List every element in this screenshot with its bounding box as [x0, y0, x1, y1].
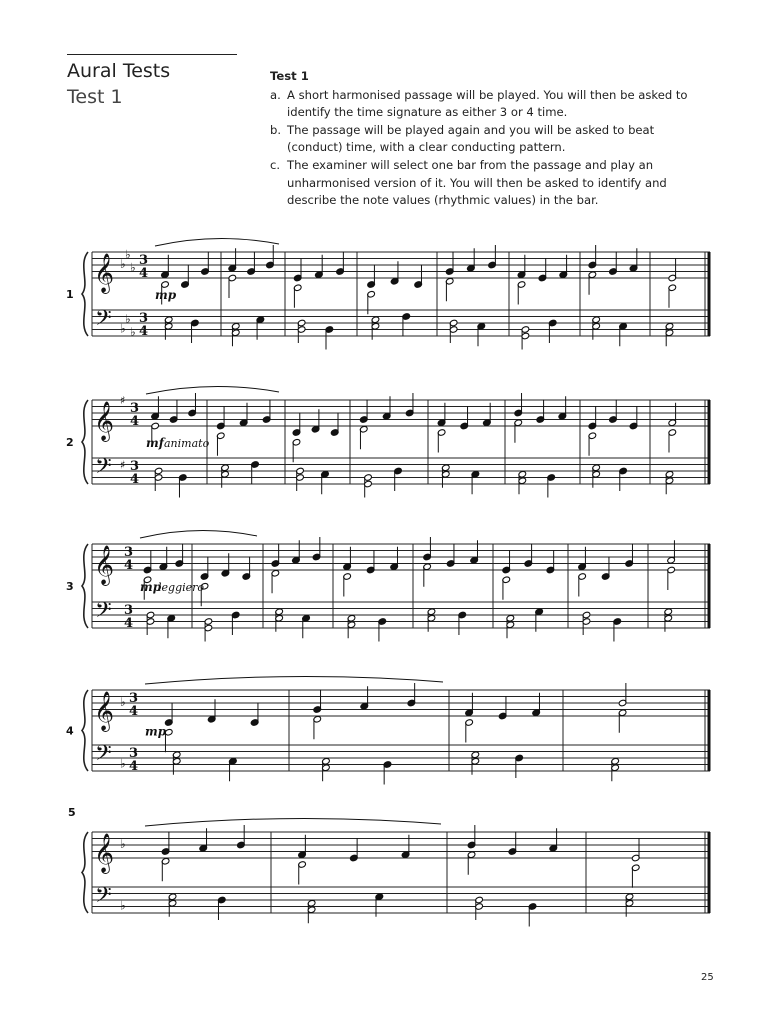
system-number: 2: [66, 436, 74, 449]
treble-clef: 𝄞: [94, 833, 115, 873]
time-signature-top: 3: [130, 401, 140, 416]
time-signature-bottom: 4: [124, 616, 134, 631]
instruction-letter: c.: [270, 157, 281, 172]
key-flat: ♭: [120, 695, 126, 709]
slur: [140, 530, 257, 538]
bass-clef: 𝄢: [95, 306, 112, 336]
system-brace: [82, 832, 88, 913]
key-flat: ♭: [120, 837, 126, 851]
key-flat: ♭: [120, 756, 126, 771]
final-barline: [708, 252, 711, 336]
system-brace: [82, 400, 88, 484]
final-barline: [708, 832, 711, 913]
system-brace: [82, 252, 88, 336]
treble-clef: 𝄞: [94, 401, 115, 441]
system-number: 1: [66, 288, 74, 301]
bass-clef: 𝄢: [95, 883, 112, 913]
page-number: 25: [701, 972, 714, 983]
dynamic-marking: mp: [155, 288, 177, 302]
time-signature-top: 3: [124, 603, 134, 618]
time-signature-bottom: 4: [129, 759, 139, 774]
time-signature-top: 3: [129, 691, 139, 706]
key-flat: ♭: [120, 321, 126, 336]
time-signature-bottom: 4: [129, 704, 139, 719]
time-signature-top: 3: [129, 746, 139, 761]
music-system: [66, 386, 711, 497]
time-signature-bottom: 4: [130, 472, 140, 487]
key-flat: ♭: [120, 257, 126, 271]
key-flat: ♭: [130, 260, 136, 275]
time-signature-bottom: 4: [139, 266, 149, 281]
time-signature-bottom: 4: [124, 558, 134, 573]
system-brace: [82, 544, 88, 628]
music-system: [66, 530, 711, 641]
key-sharp: ♯: [120, 458, 126, 472]
dynamic-marking: mp: [140, 580, 162, 594]
expression-marking: leggiero: [158, 581, 205, 594]
slur: [155, 238, 279, 246]
system-brace: [82, 690, 88, 771]
music-system: [68, 806, 711, 927]
dynamic-marking: mf: [146, 436, 164, 450]
bass-clef: 𝄢: [95, 741, 112, 771]
time-signature-top: 3: [130, 459, 140, 474]
key-flat: ♭: [120, 898, 126, 913]
instruction-letter: b.: [270, 122, 282, 137]
key-sharp: ♯: [120, 394, 126, 407]
slur: [145, 818, 441, 826]
instruction-text: The examiner will select one bar from the passage and play an unharmonised version of it. You will then be asked to identify and describe the note values (rhythmic values) in the bar.: [287, 157, 667, 208]
key-flat: ♭: [130, 324, 136, 339]
section-title: Aural Tests: [67, 60, 171, 82]
system-number: 3: [66, 580, 74, 593]
slur: [146, 386, 279, 394]
bass-clef: 𝄢: [95, 454, 112, 484]
instruction-text: The passage will be played again and you will be asked to beat (conduct) time, with a clear conducting pattern.: [287, 122, 655, 155]
treble-clef: 𝄞: [94, 691, 115, 731]
slur: [145, 676, 443, 684]
treble-clef: 𝄞: [94, 253, 115, 293]
key-flat: ♭: [125, 247, 131, 262]
section-subtitle: Test 1: [67, 86, 123, 108]
key-flat: ♭: [125, 311, 131, 326]
music-system: [66, 238, 711, 349]
system-number: 5: [68, 806, 76, 819]
time-signature-top: 3: [139, 311, 149, 326]
system-number: 4: [66, 724, 74, 738]
time-signature-top: 3: [139, 253, 149, 268]
final-barline: [708, 690, 711, 771]
music-system: [66, 676, 711, 784]
final-barline: [708, 400, 711, 484]
time-signature-bottom: 4: [139, 324, 149, 339]
treble-clef: 𝄞: [94, 545, 115, 585]
instruction-letter: a.: [270, 87, 281, 102]
instructions-heading: Test 1: [270, 69, 309, 83]
time-signature-top: 3: [124, 545, 134, 560]
final-barline: [708, 544, 711, 628]
bass-clef: 𝄢: [95, 598, 112, 628]
expression-marking: animato: [164, 437, 210, 450]
dynamic-marking: mp: [145, 724, 167, 739]
instruction-text: A short harmonised passage will be played. You will then be asked to identify the time signature as either 3 or 4 time.: [287, 87, 688, 120]
time-signature-bottom: 4: [130, 414, 140, 429]
